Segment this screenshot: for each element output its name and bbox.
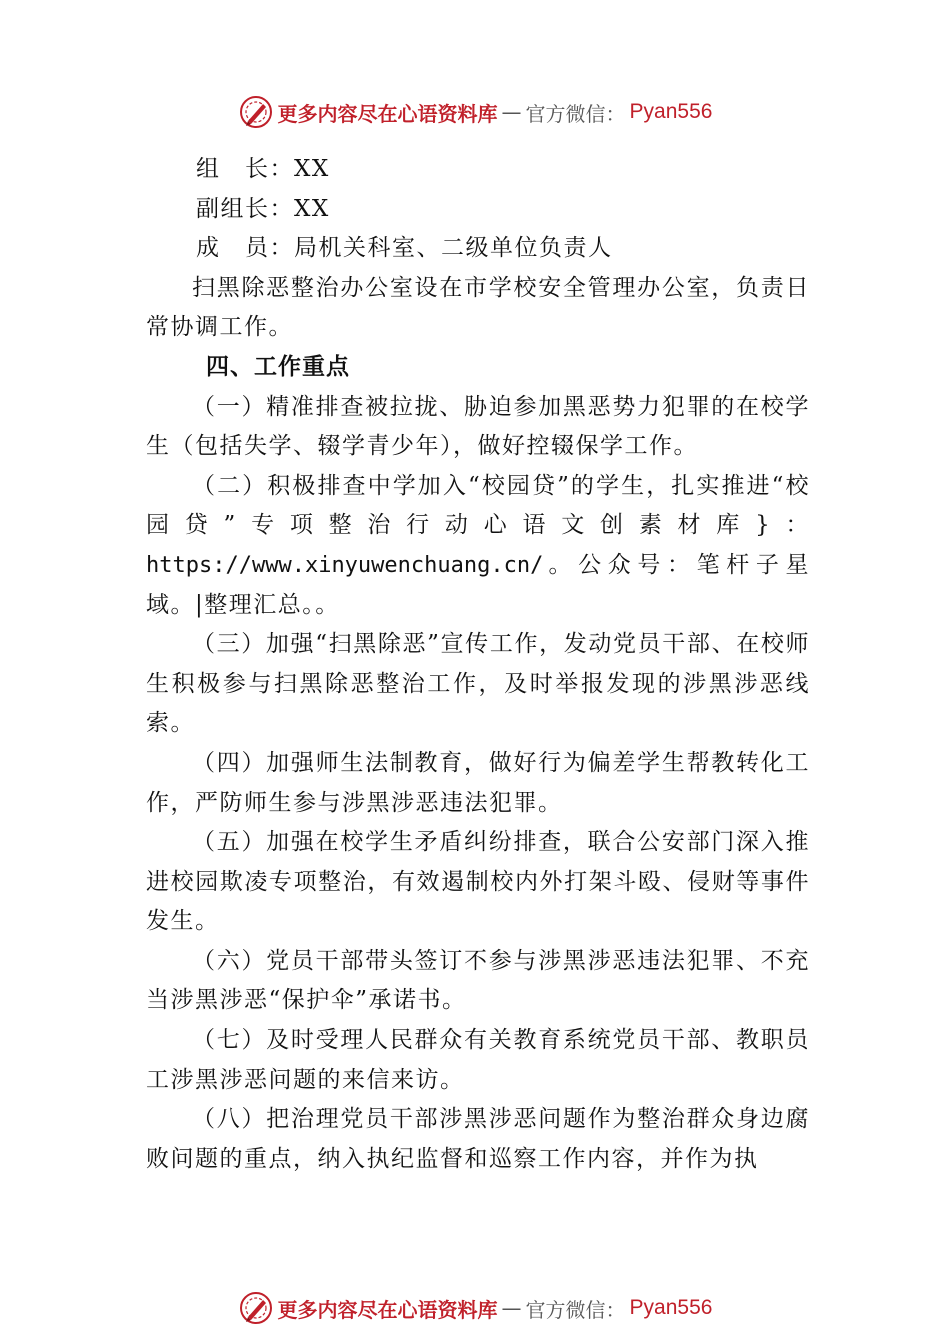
work-item-8: （八）把治理党员干部涉黑涉恶问题作为整治群众身边腐败问题的重点，纳入执纪监督和巡察工作内容，并作为执 [146,1106,810,1172]
document-body [146,150,810,1179]
banner-separator: — [501,100,522,124]
footer-banner [0,1288,950,1328]
pen-logo-icon [238,1290,274,1326]
work-item-2-text-b: 。公众号：笔杆子星域。|整理汇总。。 [146,551,810,618]
members-label: 成 员： [196,235,294,262]
work-item-6: （六）党员干部带头签订不参与涉黑涉恶违法犯罪、不充当涉黑涉恶“保护伞”承诺书。 [146,947,810,1014]
banner-wechat-label: 官方微信： [525,1297,626,1322]
deputy-leader-value: XX [294,195,330,222]
members-value: 局机关科室、二级单位负责人 [294,235,613,262]
work-item-1: （一）精准排查被拉拢、胁迫参加黑恶势力犯罪的在校学生（包括失学、辍学青少年），做好控辍保学工作。 [146,393,810,460]
group-leader-value: XX [294,156,330,182]
banner-brand-text: 更多内容尽在心语资料库 [277,101,498,126]
header-banner [0,92,950,132]
group-leader-label: 组 长： [196,156,294,182]
banner-wechat-id: Pyan556 [629,1296,713,1319]
banner-separator: — [501,1296,522,1320]
work-item-3: （三）加强“扫黑除恶”宣传工作，发动党员干部、在校师生积极参与扫黑除恶整治工作，及时举报发现的涉黑涉恶线索。 [146,631,810,737]
work-item-4: （四）加强师生法制教育，做好行为偏差学生帮教转化工作，严防师生参与涉黑涉恶违法犯罪。 [146,749,810,816]
banner-wechat-id: Pyan556 [629,100,713,123]
work-item-2-text-a: （二）积极排查中学加入“校园贷”的学生，扎实推进“校园贷”专项整治行动心语文创素材库}： [146,472,810,539]
deputy-leader-label: 副组长： [196,195,294,222]
section-title: 四、工作重点 [206,353,350,380]
work-item-2-url-b: www.xinyuwenchuang.cn/ [251,552,544,578]
office-note: 扫黑除恶整治办公室设在市学校安全管理办公室，负责日常协调工作。 [146,274,810,341]
group-leader-row [146,150,810,190]
work-item-7: （七）及时受理人民群众有关教育系统党员干部、教职员工涉黑涉恶问题的来信来访。 [146,1027,810,1093]
banner-wechat-label: 官方微信： [525,101,626,126]
pen-logo-icon [238,94,274,130]
members-row [146,229,810,269]
work-item-2 [146,467,810,625]
deputy-leader-row [146,190,810,230]
work-item-2-url-a: https:// [146,552,252,578]
banner-brand-text: 更多内容尽在心语资料库 [277,1297,498,1322]
work-item-5: （五）加强在校学生矛盾纠纷排查，联合公安部门深入推进校园欺凌专项整治，有效遏制校内外打架斗殴、侵财等事件发生。 [146,829,810,935]
